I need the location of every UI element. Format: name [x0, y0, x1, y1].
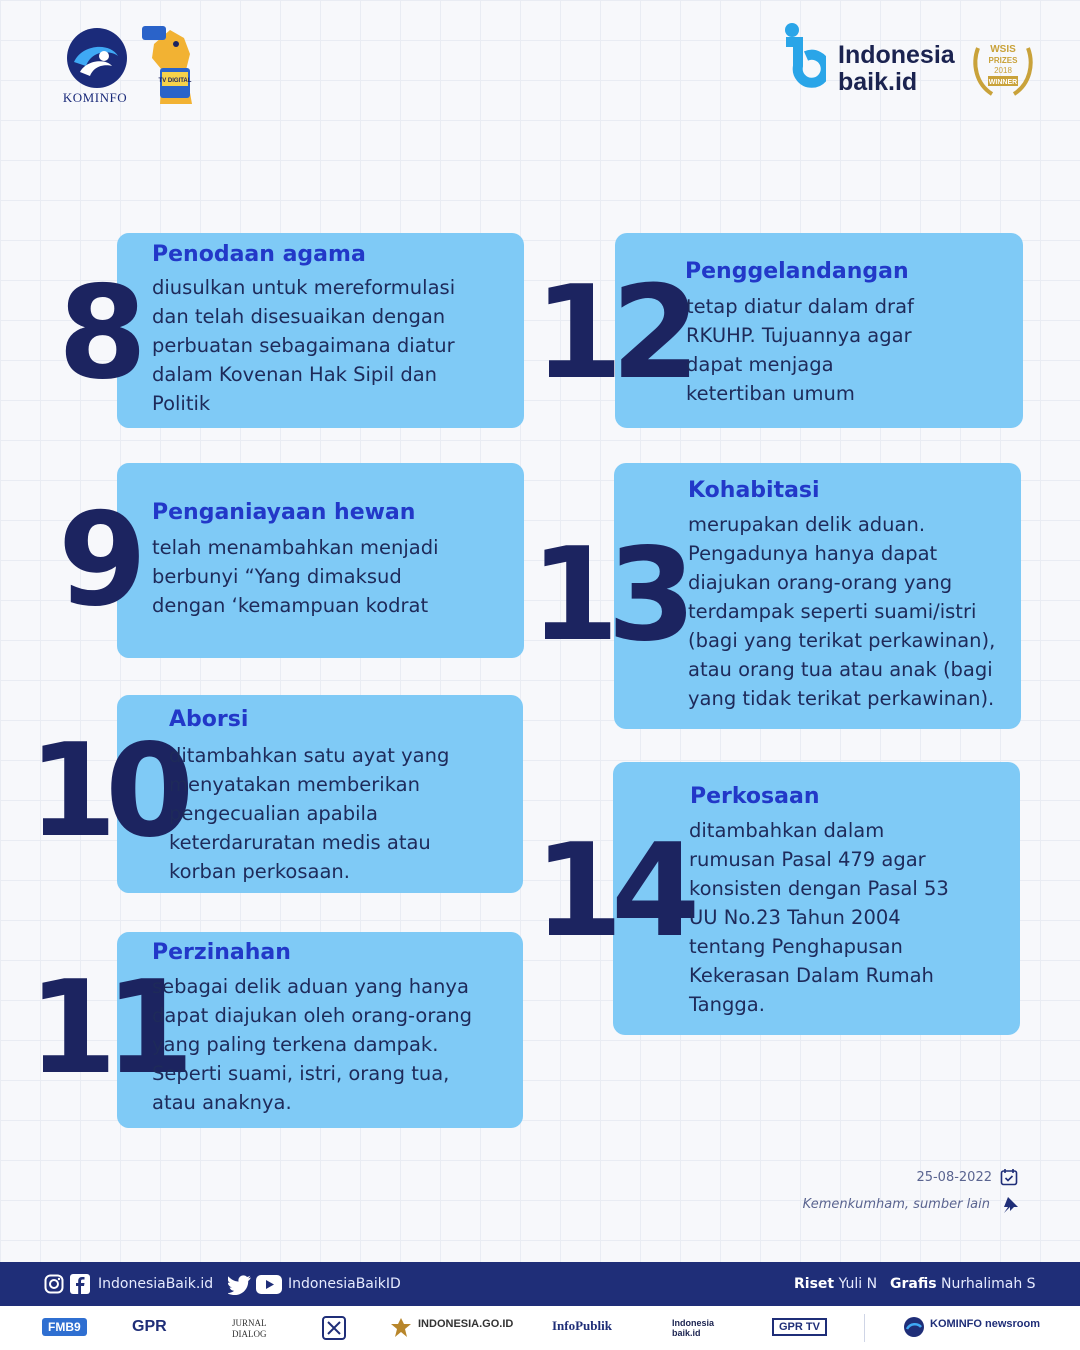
newsroom-globe-icon: [902, 1315, 926, 1339]
tv-digital-mascot-icon: [140, 24, 206, 108]
wsis-line-4: WINNER: [988, 79, 1018, 86]
pushpin-icon: [1001, 1196, 1019, 1214]
social-handle-right[interactable]: IndonesiaBaikID: [288, 1276, 401, 1292]
partner-kominfo-newsroom[interactable]: KOMINFO newsroom: [930, 1318, 1041, 1330]
partner-indonesia-baik[interactable]: Indonesia baik.id: [672, 1318, 715, 1338]
item-title-13: Kohabitasi: [688, 478, 820, 503]
credit-grafis: [890, 1276, 1036, 1292]
item-title-10: Aborsi: [169, 707, 249, 732]
item-title-9: Penganiayaan hewan: [152, 500, 416, 525]
item-text-12: tetap diatur dalam draf RKUHP. Tujuannya agar dapat menjaga ketertiban umum: [686, 295, 914, 405]
item-title-8: Penodaan agama: [152, 242, 366, 267]
item-title-11: Perzinahan: [152, 940, 291, 965]
calendar-icon: [1000, 1168, 1018, 1186]
social-handle-left[interactable]: IndonesiaBaik.id: [98, 1276, 214, 1292]
twitter-icon[interactable]: [228, 1275, 252, 1295]
partner-indonesia-go-id[interactable]: INDONESIA.GO.ID: [418, 1318, 514, 1330]
riset-label: Riset: [794, 1276, 835, 1292]
publish-date: 25-08-2022: [916, 1170, 992, 1185]
item-number-13: 13: [530, 521, 685, 670]
garuda-icon: [390, 1316, 412, 1340]
indonesia-baik-wordmark: [838, 42, 955, 96]
partner-jurnal-dialog[interactable]: JURNAL DIALOG: [232, 1318, 267, 1339]
indonesia-baik-logo-icon: [782, 22, 826, 98]
item-text-14: ditambahkan dalam rumusan Pasal 479 agar konsisten dengan Pasal 53 UU No.23 Tahun 2004 tentang Penghapusan Kekerasan Dalam Rumah Tangga.: [689, 819, 949, 1016]
item-text-9: telah menambahkan menjadi berbunyi “Yang dimaksud dengan ‘kemampuan kodrat: [152, 536, 439, 617]
item-text-8: diusulkan untuk mereformulasi dan telah disesuaikan dengan perbuatan sebagaimana diatur dalam Kovenan Hak Sipil dan Politik: [152, 276, 456, 415]
kominfo-small-icon: [322, 1316, 346, 1340]
mascot-sign-text: TV DIGITAL: [158, 78, 192, 84]
ib-line2: baik.id: [838, 68, 918, 96]
ib-line1: Indonesia: [838, 41, 955, 69]
facebook-icon[interactable]: [70, 1274, 90, 1294]
wsis-line-2: PRIZES: [988, 56, 1018, 65]
item-number-10: 10: [28, 717, 183, 866]
item-number-14: 14: [534, 817, 689, 966]
partner-gpr-tv[interactable]: GPR TV: [772, 1318, 827, 1336]
wsis-line-3: 2018: [994, 66, 1012, 75]
item-text-13: merupakan delik aduan. Pengadunya hanya dapat diajukan orang-orang yang terdampak seperti suami/istri (bagi yang terikat perkawinan), atau orang tua atau anak (bagi yang tidak terikat perkawinan).: [688, 513, 996, 710]
item-number-8: 8: [58, 259, 136, 408]
partner-infopublik[interactable]: InfoPublik: [552, 1318, 612, 1333]
item-title-14: Perkosaan: [690, 784, 820, 809]
item-text-11: sebagai delik aduan yang hanya dapat diajukan oleh orang-orang yang paling terkena dampak. Seperti suami, istri, orang tua, atau anaknya.: [152, 975, 473, 1114]
partner-divider: [864, 1314, 865, 1342]
item-text-10: ditambahkan satu ayat yang menyatakan memberikan pengecualian apabila keterdaruratan medis atau korban perkosaan.: [169, 744, 450, 883]
item-title-12: Penggelandangan: [685, 259, 909, 284]
wsis-line-1: WSIS: [990, 44, 1016, 55]
partner-gpr[interactable]: GPR: [132, 1318, 167, 1335]
item-number-12: 12: [534, 259, 689, 408]
grafis-name: Nurhalimah S: [941, 1276, 1036, 1292]
instagram-icon[interactable]: [44, 1274, 64, 1294]
grafis-label: Grafis: [890, 1276, 937, 1292]
riset-name: Yuli N: [838, 1276, 878, 1292]
partner-fmb9[interactable]: FMB9: [42, 1318, 87, 1336]
credit-riset: [794, 1276, 877, 1292]
source-text: Kemenkumham, sumber lain: [802, 1197, 990, 1212]
wsis-prizes-badge-icon: [970, 34, 1036, 100]
item-number-9: 9: [58, 486, 136, 635]
item-number-11: 11: [28, 954, 183, 1103]
kominfo-label: KOMINFO: [62, 90, 128, 105]
youtube-icon[interactable]: [256, 1275, 282, 1294]
